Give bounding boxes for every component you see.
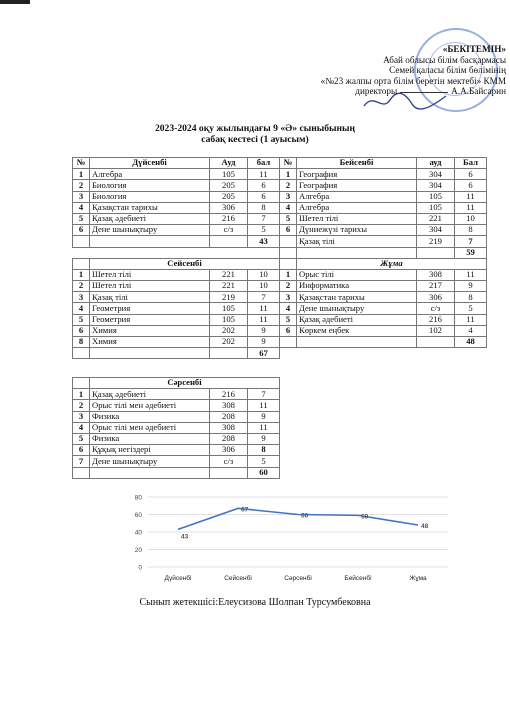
header-thursday: Бейсенбі (297, 158, 417, 169)
approval-title: «БЕКІТЕМІН» (442, 44, 506, 54)
y-tick-label: 0 (138, 564, 142, 572)
lesson-number: 2 (280, 180, 297, 191)
lesson-room: 216 (210, 389, 248, 400)
table-row (73, 281, 487, 292)
series-line (178, 508, 418, 529)
lesson-room: 308 (210, 400, 248, 411)
table-row (73, 467, 280, 478)
empty-cell (73, 348, 90, 359)
table-row (73, 325, 487, 336)
lesson-subject: Дене шынықтыру (90, 225, 210, 236)
lesson-points: 11 (248, 422, 280, 433)
lesson-room: 102 (417, 325, 455, 336)
empty-cell (90, 467, 210, 478)
lesson-points: 11 (248, 400, 280, 411)
lesson-room: 304 (417, 225, 455, 236)
approval-line-3: «№23 жалпы орта білім беретін мектебі» КММ (320, 75, 506, 86)
lesson-points: 7 (248, 292, 280, 303)
lesson-number: 1 (73, 269, 90, 280)
schedule-subtitle: сабақ кестесі (1 ауысым) (201, 134, 309, 145)
day-title-friday: Жұма (297, 258, 487, 269)
data-label: 67 (241, 506, 249, 514)
lesson-points: 11 (248, 314, 280, 325)
header-points: Бал (455, 158, 487, 169)
lesson-number: 3 (73, 292, 90, 303)
data-label: 48 (421, 523, 429, 530)
lesson-room: 202 (210, 325, 248, 336)
lesson-points: 7 (248, 389, 280, 400)
lesson-room: 105 (417, 191, 455, 202)
approval-line-2: Семей қаласы білім бөлімінің (389, 65, 506, 76)
lesson-room: 105 (417, 202, 455, 213)
header-room: Ауд (210, 158, 248, 169)
lesson-points: 6 (455, 180, 487, 191)
table-row (73, 169, 487, 180)
lesson-number: 4 (280, 303, 297, 314)
lesson-number: 1 (73, 389, 90, 400)
lesson-points: 5 (248, 456, 280, 467)
table-row (73, 247, 487, 258)
lesson-number: 3 (280, 191, 297, 202)
schedule-title: 2023-2024 оқу жылындағы 9 «Ә» сыныбының (154, 123, 356, 134)
lesson-number: 2 (280, 281, 297, 292)
lesson-room: 208 (210, 411, 248, 422)
lesson-subject: Информатика (297, 281, 417, 292)
lesson-room: 217 (417, 281, 455, 292)
lesson-number: 4 (73, 202, 90, 213)
y-tick-label: 20 (134, 547, 142, 554)
table-row (73, 269, 487, 280)
lesson-room: 306 (210, 445, 248, 456)
x-tick-label: Сейсенбі (224, 575, 252, 582)
lesson-room: 205 (210, 191, 248, 202)
timetable-wednesday (72, 377, 280, 479)
lesson-room: 221 (210, 269, 248, 280)
lesson-subject: Құқық негіздері (90, 445, 210, 456)
lesson-points: 8 (248, 445, 280, 456)
lesson-room: с/з (210, 456, 248, 467)
lesson-number: 4 (73, 422, 90, 433)
lesson-points: 8 (248, 202, 280, 213)
lesson-subject: Қазақ тілі (297, 236, 417, 247)
lesson-room: с/з (417, 303, 455, 314)
lesson-subject: Химия (90, 325, 210, 336)
lesson-points: 11 (248, 169, 280, 180)
lesson-points: 7 (455, 236, 487, 247)
x-tick-label: Жұма (409, 575, 427, 582)
lesson-subject: Қазақ әдебиеті (90, 213, 210, 224)
lesson-points: 11 (455, 314, 487, 325)
lesson-points: 6 (248, 180, 280, 191)
y-tick-label: 40 (134, 529, 142, 537)
lesson-room: 216 (417, 314, 455, 325)
empty-cell (90, 236, 210, 247)
lesson-number: 6 (73, 445, 90, 456)
empty-cell (297, 247, 417, 258)
lesson-points: 5 (248, 225, 280, 236)
lesson-room: 105 (210, 303, 248, 314)
day-header-row (73, 258, 487, 269)
lesson-points: 8 (455, 292, 487, 303)
lesson-subject: Алгебра (297, 191, 417, 202)
lesson-subject: Физика (90, 433, 210, 444)
day-total: 67 (248, 348, 280, 359)
lesson-number: 5 (73, 314, 90, 325)
table-row (73, 445, 280, 456)
empty-cell (280, 337, 297, 348)
empty-cell (73, 467, 90, 478)
x-tick-label: Дүйсенбі (164, 575, 192, 582)
header-num: № (73, 158, 90, 169)
lesson-room: 221 (210, 281, 248, 292)
lesson-number: 4 (73, 303, 90, 314)
header-num: № (280, 158, 297, 169)
line-chart-svg (120, 489, 455, 589)
lesson-number: 1 (280, 169, 297, 180)
table-row (73, 456, 280, 467)
table-row (73, 292, 487, 303)
lesson-room: с/з (210, 225, 248, 236)
empty-cell (417, 247, 455, 258)
lesson-room: 306 (210, 202, 248, 213)
lesson-number: 6 (280, 325, 297, 336)
lesson-points: 9 (248, 325, 280, 336)
lesson-room: 304 (417, 169, 455, 180)
lesson-subject: Биология (90, 191, 210, 202)
y-tick-label: 60 (134, 512, 142, 519)
header-monday: Дүйсенбі (90, 158, 210, 169)
lesson-subject: Алгебра (297, 202, 417, 213)
lesson-number: 2 (73, 180, 90, 191)
lesson-subject: Шетел тілі (90, 269, 210, 280)
table-header-row (73, 158, 487, 169)
empty-cell (210, 236, 248, 247)
empty-cell (210, 467, 248, 478)
lesson-subject: Алгебра (90, 169, 210, 180)
director-name: А.А.Байсарин (451, 86, 506, 97)
lesson-points: 9 (248, 411, 280, 422)
lesson-number: 2 (73, 400, 90, 411)
lesson-points: 11 (455, 202, 487, 213)
table-row (73, 236, 487, 247)
table-row (73, 225, 487, 236)
lesson-points: 8 (455, 225, 487, 236)
lesson-points: 9 (248, 433, 280, 444)
weekly-load-chart (120, 489, 455, 589)
lesson-number: 5 (73, 433, 90, 444)
empty-cell (210, 348, 248, 359)
approval-line-1: Абай облысы білім басқармасы (383, 54, 506, 65)
lesson-number: 6 (73, 225, 90, 236)
lesson-room: 219 (417, 236, 455, 247)
day-title-tuesday: Сейсенбі (90, 258, 280, 269)
header-room: ауд (417, 158, 455, 169)
table-row (73, 348, 487, 359)
table-row (73, 191, 487, 202)
lesson-number: 1 (73, 169, 90, 180)
lesson-points: 9 (248, 337, 280, 348)
director-position: директоры (355, 86, 398, 97)
y-tick-label: 80 (134, 494, 142, 502)
class-teacher-line: Сынып жетекшісі:Елеусизова Шолпан Турсумбековна (139, 597, 371, 608)
lesson-number: 1 (280, 269, 297, 280)
lesson-room: 306 (417, 292, 455, 303)
lesson-points: 7 (248, 213, 280, 224)
lesson-subject: Химия (90, 337, 210, 348)
lesson-points: 10 (248, 281, 280, 292)
approval-block (206, 44, 506, 97)
lesson-room: 219 (210, 292, 248, 303)
lesson-subject: Дене шынықтыру (297, 303, 417, 314)
lesson-points: 11 (455, 191, 487, 202)
lesson-subject: Орыс тілі мен әдебиеті (90, 422, 210, 433)
lesson-points: 6 (455, 169, 487, 180)
table-row (73, 337, 487, 348)
lesson-room: 221 (417, 213, 455, 224)
lesson-subject: Қазақ әдебиеті (90, 389, 210, 400)
lesson-subject: География (297, 169, 417, 180)
empty-cell (417, 337, 455, 348)
lesson-subject: Биология (90, 180, 210, 191)
day-total: 48 (455, 337, 487, 348)
lesson-number: 3 (73, 411, 90, 422)
lesson-number: 8 (73, 337, 90, 348)
x-tick-label: Бейсенбі (344, 575, 372, 582)
lesson-points: 4 (455, 325, 487, 336)
lesson-number: 4 (280, 202, 297, 213)
lesson-number: 2 (73, 281, 90, 292)
lesson-room: 105 (210, 314, 248, 325)
table-row (73, 314, 487, 325)
lesson-number: 3 (73, 191, 90, 202)
lesson-subject: Геометрия (90, 303, 210, 314)
data-label: 43 (181, 533, 189, 541)
lesson-subject: Шетел тілі (90, 281, 210, 292)
data-label: 60 (301, 512, 309, 520)
scan-corner-mark (0, 0, 30, 4)
lesson-points: 10 (455, 213, 487, 224)
lesson-room: 304 (417, 180, 455, 191)
day-title-wednesday: Сәрсенбі (90, 378, 280, 389)
table-row (73, 389, 280, 400)
table-row (73, 422, 280, 433)
empty-cell (280, 348, 487, 359)
table-row (73, 433, 280, 444)
lesson-points: 11 (248, 303, 280, 314)
lesson-number: 3 (280, 292, 297, 303)
table-row (73, 400, 280, 411)
empty-cell (90, 348, 210, 359)
lesson-points: 10 (248, 269, 280, 280)
timetable-main (72, 157, 487, 359)
lesson-number: 5 (73, 213, 90, 224)
lesson-subject: Қазақ тілі (90, 292, 210, 303)
lesson-room: 208 (210, 433, 248, 444)
lesson-subject: Дене шынықтыру (90, 456, 210, 467)
lesson-room: 216 (210, 213, 248, 224)
day-total: 59 (455, 247, 487, 258)
table-row (73, 213, 487, 224)
lesson-subject: Қазақ әдебиеті (297, 314, 417, 325)
lesson-points: 9 (455, 281, 487, 292)
data-label: 59 (361, 513, 369, 521)
lesson-room: 205 (210, 180, 248, 191)
lesson-number: 6 (280, 225, 297, 236)
signature-underline (400, 92, 448, 93)
lesson-number: 5 (280, 213, 297, 224)
table-row (73, 202, 487, 213)
empty-cell (280, 247, 297, 258)
table-row (73, 180, 487, 191)
lesson-subject: Геометрия (90, 314, 210, 325)
header-points: бал (248, 158, 280, 169)
x-tick-label: Сәрсенбі (284, 575, 312, 582)
lesson-points: 11 (455, 269, 487, 280)
lesson-room: 105 (210, 169, 248, 180)
lesson-points: 5 (455, 303, 487, 314)
lesson-subject: Қазақстан тарихы (90, 202, 210, 213)
empty-cell (297, 337, 417, 348)
empty-cell (73, 247, 280, 258)
empty-cell (73, 236, 90, 247)
lesson-subject: Физика (90, 411, 210, 422)
lesson-subject: Дүниежүзі тарихы (297, 225, 417, 236)
lesson-subject: География (297, 180, 417, 191)
lesson-subject: Орыс тілі мен әдебиеті (90, 400, 210, 411)
lesson-number (280, 236, 297, 247)
day-total: 43 (248, 236, 280, 247)
lesson-subject: Қазақстан тарихы (297, 292, 417, 303)
lesson-number: 5 (280, 314, 297, 325)
day-total: 60 (248, 467, 280, 478)
lesson-points: 6 (248, 191, 280, 202)
lesson-subject: Көркем еңбек (297, 325, 417, 336)
lesson-number: 7 (73, 456, 90, 467)
lesson-room: 202 (210, 337, 248, 348)
lesson-subject: Орыс тілі (297, 269, 417, 280)
table-row (73, 411, 280, 422)
day-header-row (73, 378, 280, 389)
approval-signature-line (206, 86, 506, 97)
lesson-subject: Шетел тілі (297, 213, 417, 224)
lesson-room: 308 (210, 422, 248, 433)
lesson-number: 6 (73, 325, 90, 336)
lesson-room: 308 (417, 269, 455, 280)
table-row (73, 303, 487, 314)
